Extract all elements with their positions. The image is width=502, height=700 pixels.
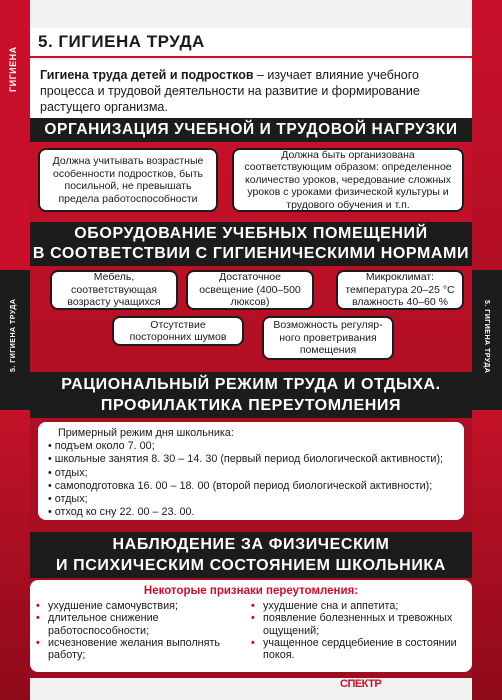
section-title-monitoring xyxy=(30,532,472,578)
regime-item: • отдых; xyxy=(48,466,88,479)
fatigue-signs-right xyxy=(251,600,466,661)
page-title: 5. ГИГИЕНА ТРУДА xyxy=(30,28,472,58)
regime-title-line2: ПРОФИЛАКТИКА ПЕРЕУТОМЛЕНИЯ xyxy=(100,397,402,414)
equipment-title-line1: ОБОРУДОВАНИЕ УЧЕБНЫХ ПОМЕЩЕНИЙ xyxy=(74,225,428,242)
equipment-box-ventilation: Возможность регуляр-ного проветривания помещения xyxy=(262,316,394,360)
equipment-box-lighting: Достаточное освещение (400–500 люксов) xyxy=(186,270,314,310)
side-label-right: 5. ГИГИЕНА ТРУДА xyxy=(483,300,490,374)
bullet-icon: • xyxy=(36,612,40,625)
fatigue-signs-panel xyxy=(30,580,472,672)
regime-item: • подъем около 7. 00; xyxy=(48,440,155,453)
right-red-band xyxy=(472,0,502,270)
list-item: • ухудшение сна и аппетита; xyxy=(251,600,399,612)
side-label-top: ГИГИЕНА xyxy=(8,46,18,92)
regime-item: • школьные занятия 8. 30 – 14. 30 (первый период биологической активности); xyxy=(48,453,444,466)
regime-item: • отдых; xyxy=(48,493,88,506)
intro-definition: – изучает влияние учебного процесса и трудовой деятельности на развитие и формирование растущего организма. xyxy=(40,68,420,114)
bullet-icon: • xyxy=(36,636,40,649)
regime-intro: Примерный режим дня школьника: xyxy=(58,427,234,439)
monitoring-title-line2: И ПСИХИЧЕСКИМ СОСТОЯНИЕМ ШКОЛЬНИКА xyxy=(56,557,446,574)
equipment-box-microclimate: Микроклимат: температура 20–25 °С влажность 40–60 % xyxy=(336,270,464,310)
equipment-box-furniture: Мебель, соответствующая возрасту учащихся xyxy=(50,270,178,310)
intro-term: Гигиена труда детей и подростков xyxy=(40,68,254,82)
side-label-left: 5. ГИГИЕНА ТРУДА xyxy=(10,298,17,372)
monitoring-title-line1: НАБЛЮДЕНИЕ ЗА ФИЗИЧЕСКИМ xyxy=(112,536,390,553)
bullet-icon: • xyxy=(36,600,40,612)
daily-regime-panel xyxy=(38,422,464,520)
intro-text xyxy=(30,60,472,118)
workload-box-2: Должна быть организована соответствующим образом: определенное количество уроков, чередование сложных уроков с уроками физической культуры и трудового обучения и т.п. xyxy=(232,148,464,212)
publisher-logo: СПЕКТР xyxy=(340,678,382,690)
bullet-icon: • xyxy=(251,600,255,612)
workload-box-1: Должна учитывать возрастные особенности подростков, быть посильной, не превышать предела работоспособности xyxy=(38,148,218,212)
regime-item: • отход ко сну 22. 00 – 23. 00. xyxy=(48,506,195,519)
list-item: • учащенное сердцебиение в состоянии покоя. xyxy=(251,636,457,662)
fatigue-signs-title: Некоторые признаки переутомления: xyxy=(143,585,359,597)
list-item: • длительное снижение работоспособности; xyxy=(36,612,159,637)
equipment-box-noise: Отсутствие посторонних шумов xyxy=(112,316,244,346)
list-item: • исчезновение желания выполнять работу; xyxy=(36,636,221,662)
regime-title-line1: РАЦИОНАЛЬНЫЙ РЕЖИМ ТРУДА И ОТДЫХА. xyxy=(61,376,441,393)
section-title-workload: ОРГАНИЗАЦИЯ УЧЕБНОЙ И ТРУДОВОЙ НАГРУЗКИ xyxy=(30,118,472,142)
section-title-equipment xyxy=(30,222,472,266)
fatigue-signs-left xyxy=(36,600,251,661)
list-item: • ухудшение самочувствия; xyxy=(36,600,178,612)
left-red-band-bottom xyxy=(0,410,30,700)
equipment-title-line2: В СООТВЕТСТВИИ С ГИГИЕНИЧЕСКИМИ НОРМАМИ xyxy=(32,245,470,262)
regime-item: • самоподготовка 16. 00 – 18. 00 (второй период биологической активности); xyxy=(48,479,433,492)
section-title-regime xyxy=(30,372,472,418)
bullet-icon: • xyxy=(251,612,255,625)
bullet-icon: • xyxy=(251,636,255,649)
list-item: • появление болезненных и тревожных ощущений; xyxy=(251,612,453,637)
right-red-band-bottom xyxy=(472,410,502,700)
left-red-band xyxy=(0,0,30,270)
